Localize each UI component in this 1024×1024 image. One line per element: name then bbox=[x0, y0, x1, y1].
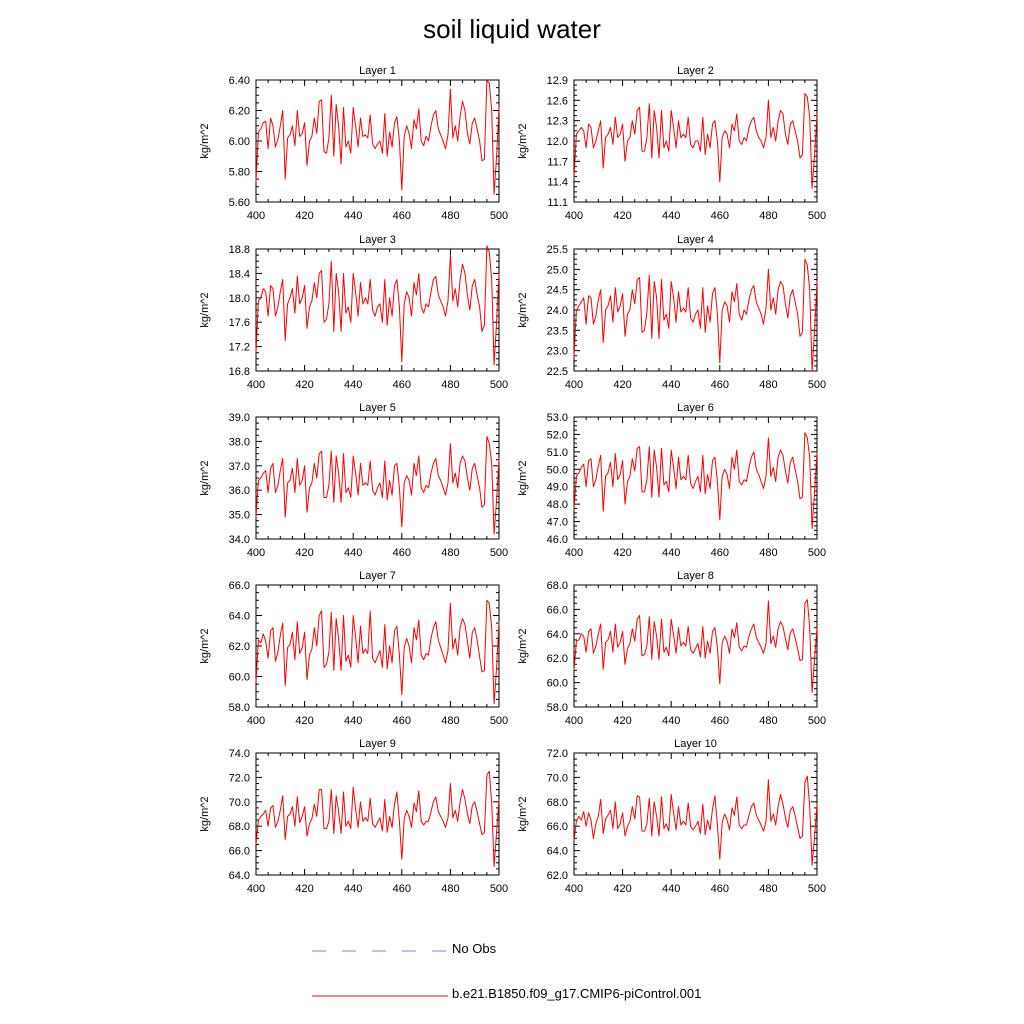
panel-9-ytick-label: 68.0 bbox=[228, 821, 250, 834]
panel-10-xtick-label: 480 bbox=[759, 883, 778, 895]
panel-2-ytick-label: 12.9 bbox=[546, 75, 568, 87]
panel-1-ylabel: kg/m^2 bbox=[199, 123, 211, 159]
panel-8-ytick-label: 66.0 bbox=[546, 604, 568, 617]
panel-4-ytick-label: 23.0 bbox=[546, 345, 568, 358]
legend-swatch-model bbox=[310, 986, 450, 1006]
panel-5-xtick-label: 440 bbox=[344, 547, 363, 559]
panel-6-ytick-label: 53.0 bbox=[546, 412, 568, 424]
panel-1-ytick-label: 6.00 bbox=[228, 136, 250, 148]
panel-5-xtick-label: 500 bbox=[489, 547, 509, 559]
panel-6-ytick-label: 47.0 bbox=[546, 516, 568, 529]
panel-7-ytick-label: 62.0 bbox=[228, 641, 250, 653]
panel-5-ytick-label: 39.0 bbox=[228, 412, 250, 424]
panel-2-xtick-label: 460 bbox=[710, 210, 729, 222]
legend-label-model: b.e21.B1850.f09_g17.CMIP6-piControl.001 bbox=[452, 986, 702, 1001]
panel-9-xtick-label: 440 bbox=[344, 883, 363, 895]
panel-4-xtick-label: 400 bbox=[564, 379, 584, 391]
panel-10-ytick-label: 66.0 bbox=[546, 821, 568, 834]
panel-5-xtick-label: 480 bbox=[441, 547, 460, 559]
panel-1-series-line bbox=[256, 80, 499, 194]
panel-4-ytick-label: 24.5 bbox=[546, 284, 568, 297]
panel-10-ytick-label: 64.0 bbox=[546, 845, 568, 858]
panel-10-ylabel: kg/m^2 bbox=[517, 796, 529, 832]
panel-2-ytick-label: 12.3 bbox=[546, 115, 568, 128]
panel-7-xtick-label: 480 bbox=[441, 715, 460, 727]
panel-4-xtick-label: 440 bbox=[662, 379, 681, 391]
panel-3-frame bbox=[256, 249, 499, 371]
panel-5-ytick-label: 36.0 bbox=[228, 485, 250, 498]
panel-5-ytick-label: 35.0 bbox=[228, 509, 250, 522]
panel-9-xtick-label: 500 bbox=[489, 883, 509, 895]
panel-6-ylabel: kg/m^2 bbox=[517, 460, 529, 496]
panel-2-ytick-label: 12.6 bbox=[546, 95, 568, 108]
panel-8-xtick-label: 460 bbox=[710, 715, 729, 727]
panel-2-xtick-label: 400 bbox=[564, 210, 584, 222]
panel-1-ytick-label: 6.20 bbox=[228, 105, 250, 118]
panel-9-title: Layer 9 bbox=[359, 738, 396, 750]
panel-2-xtick-label: 440 bbox=[662, 210, 681, 222]
panel-9-xtick-label: 420 bbox=[295, 883, 314, 895]
panel-8-ytick-label: 58.0 bbox=[546, 702, 568, 714]
panel-7-xtick-label: 460 bbox=[392, 715, 411, 727]
panel-2-title: Layer 2 bbox=[677, 65, 714, 77]
panel-4-xtick-label: 480 bbox=[759, 379, 778, 391]
legend-label-no-obs: No Obs bbox=[452, 941, 497, 956]
panel-6-xtick-label: 400 bbox=[564, 547, 584, 559]
panel-1-title: Layer 1 bbox=[359, 65, 396, 77]
panel-8-xtick-label: 400 bbox=[564, 715, 584, 727]
panel-3-series-line bbox=[256, 246, 499, 365]
panel-8-frame bbox=[574, 585, 817, 707]
panel-5-ytick-label: 37.0 bbox=[228, 460, 250, 473]
panel-2-ytick-label: 11.7 bbox=[547, 156, 568, 169]
panel-7-series-line bbox=[256, 600, 499, 704]
panel-8-xtick-label: 480 bbox=[759, 715, 778, 727]
panel-4-series-line bbox=[574, 259, 817, 371]
panel-1-ytick-label: 5.80 bbox=[228, 166, 250, 179]
panel-7-ytick-label: 60.0 bbox=[228, 671, 250, 684]
panel-7-ytick-label: 64.0 bbox=[228, 610, 250, 623]
panel-8-series-line bbox=[574, 600, 817, 693]
panel-6-xtick-label: 500 bbox=[807, 547, 827, 559]
panel-1-xtick-label: 480 bbox=[441, 210, 460, 222]
panel-9-ytick-label: 70.0 bbox=[228, 796, 250, 809]
panel-6-ytick-label: 49.0 bbox=[546, 481, 568, 494]
panel-3-xtick-label: 480 bbox=[441, 379, 460, 391]
panel-3-xtick-label: 460 bbox=[392, 379, 411, 391]
panel-4-frame bbox=[574, 249, 817, 371]
panel-10-series-line bbox=[574, 776, 817, 865]
legend-item-model bbox=[310, 986, 730, 1006]
panel-7-xtick-label: 500 bbox=[489, 715, 509, 727]
panel-6-title: Layer 6 bbox=[677, 402, 714, 414]
panel-2-xtick-label: 480 bbox=[759, 210, 778, 222]
panel-3-ytick-label: 17.6 bbox=[228, 317, 250, 330]
panel-10-ytick-label: 68.0 bbox=[546, 796, 568, 809]
panel-3-xtick-label: 440 bbox=[344, 379, 363, 391]
panel-5-ytick-label: 34.0 bbox=[228, 534, 250, 546]
panel-8-ytick-label: 68.0 bbox=[546, 580, 568, 592]
panel-10-ytick-label: 72.0 bbox=[546, 748, 568, 760]
panel-1-ytick-label: 5.60 bbox=[228, 197, 250, 209]
panel-5-ylabel: kg/m^2 bbox=[199, 460, 211, 496]
page-title: soil liquid water bbox=[423, 14, 601, 44]
panel-9-ytick-label: 72.0 bbox=[228, 772, 250, 785]
panel-6-ytick-label: 46.0 bbox=[546, 534, 568, 546]
panel-6-ytick-label: 48.0 bbox=[546, 499, 568, 512]
panel-2-ytick-label: 11.1 bbox=[547, 197, 568, 209]
panel-4-ytick-label: 23.5 bbox=[546, 325, 568, 338]
panel-10-frame bbox=[574, 753, 817, 875]
panel-7-xtick-label: 440 bbox=[344, 715, 363, 727]
panel-10-ytick-label: 62.0 bbox=[546, 870, 568, 882]
panel-1-frame bbox=[256, 80, 499, 202]
panel-9-xtick-label: 460 bbox=[392, 883, 411, 895]
panel-9-ytick-label: 66.0 bbox=[228, 845, 250, 858]
panel-4-xtick-label: 460 bbox=[710, 379, 729, 391]
panel-4-xtick-label: 500 bbox=[807, 379, 827, 391]
panel-1-xtick-label: 500 bbox=[489, 210, 509, 222]
panel-3-xtick-label: 500 bbox=[489, 379, 509, 391]
panel-2-ylabel: kg/m^2 bbox=[517, 123, 529, 159]
panel-10-xtick-label: 440 bbox=[662, 883, 681, 895]
panel-7-xtick-label: 420 bbox=[295, 715, 314, 727]
panel-1-xtick-label: 420 bbox=[295, 210, 314, 222]
panel-2-ytick-label: 11.4 bbox=[547, 176, 568, 189]
panel-7-frame bbox=[256, 585, 499, 707]
panel-3-xtick-label: 400 bbox=[246, 379, 266, 391]
panel-6-xtick-label: 480 bbox=[759, 547, 778, 559]
panel-4-ytick-label: 25.0 bbox=[546, 264, 568, 277]
panel-4-ylabel: kg/m^2 bbox=[517, 292, 529, 328]
panel-9-ytick-label: 74.0 bbox=[228, 748, 250, 760]
panel-6-xtick-label: 420 bbox=[613, 547, 632, 559]
panel-3-ylabel: kg/m^2 bbox=[199, 292, 211, 328]
panel-6-ytick-label: 52.0 bbox=[546, 429, 568, 442]
panel-6-ytick-label: 51.0 bbox=[546, 446, 568, 459]
panel-9-series-line bbox=[256, 771, 499, 866]
panel-8-ytick-label: 64.0 bbox=[546, 628, 568, 641]
panel-9-xtick-label: 480 bbox=[441, 883, 460, 895]
panel-7-ylabel: kg/m^2 bbox=[199, 628, 211, 664]
panel-3-title: Layer 3 bbox=[359, 234, 396, 246]
panel-9-frame bbox=[256, 753, 499, 875]
panel-6-series-line bbox=[574, 433, 817, 529]
panel-6-xtick-label: 440 bbox=[662, 547, 681, 559]
panel-7-ytick-label: 66.0 bbox=[228, 580, 250, 592]
panel-10-title: Layer 10 bbox=[674, 738, 717, 750]
panel-6-xtick-label: 460 bbox=[710, 547, 729, 559]
panel-2-ytick-label: 12.0 bbox=[546, 136, 568, 148]
panel-1-ytick-label: 6.40 bbox=[228, 75, 250, 87]
panel-8-xtick-label: 440 bbox=[662, 715, 681, 727]
panel-4-ytick-label: 22.5 bbox=[546, 366, 568, 378]
panel-8-title: Layer 8 bbox=[677, 570, 714, 582]
panel-8-ytick-label: 62.0 bbox=[546, 653, 568, 666]
panel-9-xtick-label: 400 bbox=[246, 883, 266, 895]
panel-5-title: Layer 5 bbox=[359, 402, 396, 414]
panel-9-ytick-label: 64.0 bbox=[228, 870, 250, 882]
panel-5-xtick-label: 460 bbox=[392, 547, 411, 559]
panel-1-xtick-label: 460 bbox=[392, 210, 411, 222]
panel-4-title: Layer 4 bbox=[677, 234, 714, 246]
panel-3-ytick-label: 18.8 bbox=[228, 244, 250, 256]
panel-4-ytick-label: 25.5 bbox=[546, 244, 568, 256]
panel-8-xtick-label: 500 bbox=[807, 715, 827, 727]
panel-7-xtick-label: 400 bbox=[246, 715, 266, 727]
panel-1-xtick-label: 400 bbox=[246, 210, 266, 222]
panel-10-xtick-label: 460 bbox=[710, 883, 729, 895]
panel-3-xtick-label: 420 bbox=[295, 379, 314, 391]
panel-7-title: Layer 7 bbox=[359, 570, 396, 582]
panel-5-series-line bbox=[256, 437, 499, 535]
panel-8-ytick-label: 60.0 bbox=[546, 677, 568, 690]
panel-1-xtick-label: 440 bbox=[344, 210, 363, 222]
legend-item-no-obs bbox=[310, 941, 730, 961]
panel-2-xtick-label: 500 bbox=[807, 210, 827, 222]
panel-10-xtick-label: 420 bbox=[613, 883, 632, 895]
panel-6-frame bbox=[574, 417, 817, 539]
panel-5-frame bbox=[256, 417, 499, 539]
panel-3-ytick-label: 18.4 bbox=[228, 268, 250, 281]
panel-10-xtick-label: 400 bbox=[564, 883, 584, 895]
panel-3-ytick-label: 17.2 bbox=[228, 341, 250, 354]
panel-8-ylabel: kg/m^2 bbox=[517, 628, 529, 664]
panel-5-xtick-label: 420 bbox=[295, 547, 314, 559]
panel-2-xtick-label: 420 bbox=[613, 210, 632, 222]
panel-5-xtick-label: 400 bbox=[246, 547, 266, 559]
panel-2-series-line bbox=[574, 94, 817, 189]
panel-7-ytick-label: 58.0 bbox=[228, 702, 250, 714]
panel-10-xtick-label: 500 bbox=[807, 883, 827, 895]
panel-9-ylabel: kg/m^2 bbox=[199, 796, 211, 832]
panel-3-ytick-label: 16.8 bbox=[228, 366, 250, 378]
panel-10-ytick-label: 70.0 bbox=[546, 772, 568, 785]
panel-4-ytick-label: 24.0 bbox=[546, 305, 568, 317]
panel-6-ytick-label: 50.0 bbox=[546, 464, 568, 477]
panel-3-ytick-label: 18.0 bbox=[228, 292, 250, 305]
legend-swatch-no-obs bbox=[310, 941, 450, 961]
panel-8-xtick-label: 420 bbox=[613, 715, 632, 727]
panel-5-ytick-label: 38.0 bbox=[228, 436, 250, 449]
panel-4-xtick-label: 420 bbox=[613, 379, 632, 391]
